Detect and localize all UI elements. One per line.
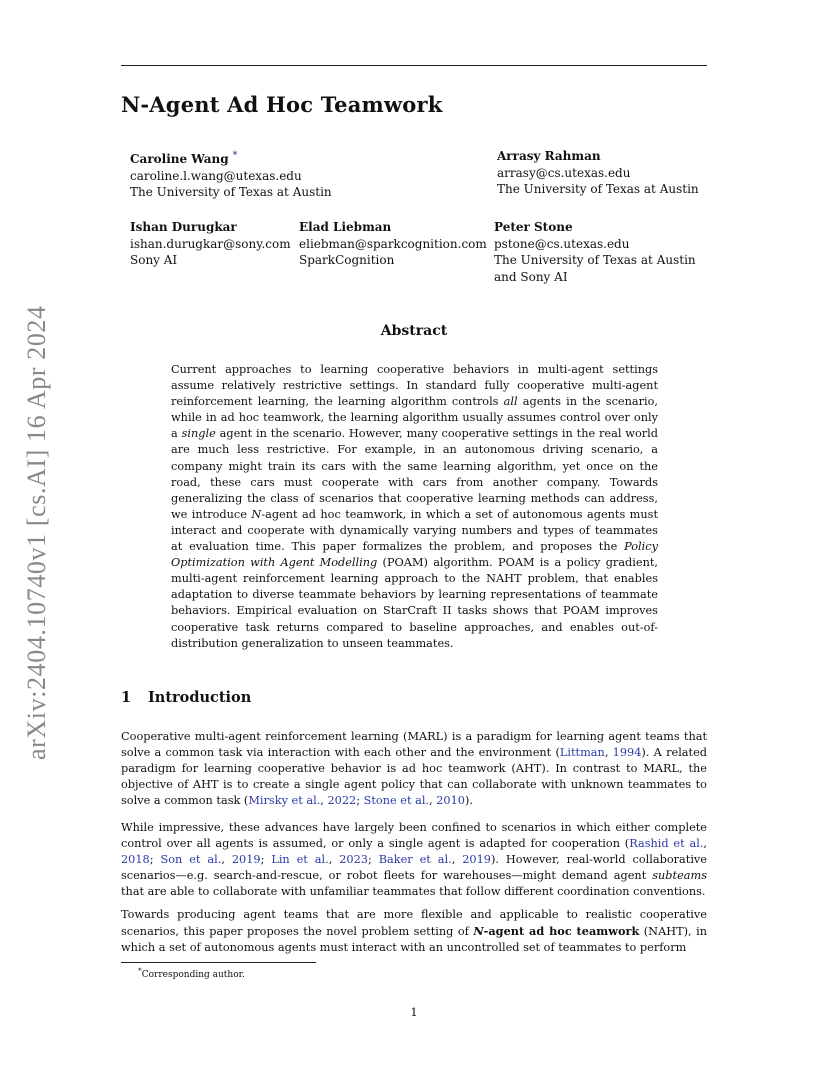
section-title: Introduction — [148, 689, 252, 706]
paragraph-text: , — [221, 853, 232, 867]
author-affiliation: The University of Texas at Austin — [130, 185, 332, 199]
emphasis-text: subteams — [652, 869, 707, 883]
abstract-heading: Abstract — [380, 323, 448, 339]
citation-link[interactable]: Son et al. — [160, 853, 222, 867]
footnote-mark[interactable]: * — [232, 150, 238, 161]
body-paragraph — [121, 907, 707, 956]
citation-link[interactable]: Stone et al. — [363, 794, 430, 808]
arxiv-identifier: arXiv:2404.10740v1 [cs.AI] 16 Apr 2024 — [22, 305, 51, 760]
citation-link[interactable]: Baker et al. — [378, 853, 452, 867]
author-name: Caroline Wang — [130, 152, 229, 166]
paragraph-text: (NAHT), in which a set of autonomous agents must interact with an uncontrolled set of teammates to perform — [121, 925, 707, 955]
footnote-text: Corresponding author. — [141, 970, 245, 980]
author-email: eliebman@sparkcognition.com — [299, 236, 487, 251]
author-affiliation: SparkCognition — [299, 253, 395, 267]
citation-link[interactable]: Lin et al. — [271, 853, 329, 867]
paragraph-text: Towards producing agent teams that are more flexible and applicable to realistic cooperative scenarios, this paper proposes the novel problem setting of — [121, 908, 707, 939]
section-number: 1 — [121, 689, 132, 706]
paragraph-text: , — [604, 746, 613, 760]
paragraph-text: that are able to collaborate with unfamiliar teammates that follow different coordination conventions. — [121, 885, 706, 899]
abstract-emphasis: single — [181, 427, 216, 441]
paragraph-text: ; — [260, 853, 272, 867]
citation-link[interactable]: 2018 — [121, 853, 150, 867]
footnote-mark: * — [138, 966, 142, 975]
paper-title: N-Agent Ad Hoc Teamwork — [121, 92, 443, 117]
author-email: arrasy@cs.utexas.edu — [497, 165, 631, 180]
body-paragraph — [121, 729, 707, 809]
abstract-emphasis: N — [251, 507, 262, 521]
paragraph-text: , — [451, 853, 463, 867]
abstract-text: (POAM) algorithm. POAM is a policy gradient, multi-agent reinforcement learning approach to the NAHT problem, that enables adaptation to diverse teammate behaviors by learning representations of teammate behaviors. Empirical evaluation on StarCraft II tasks shows that POAM improves cooperative task returns compared to baseline approaches, and enables out-of-distribution generalization to unseen teammates. — [171, 556, 658, 650]
abstract-emphasis: Policy Optimization with Agent Modelling — [171, 540, 658, 570]
author-email: ishan.durugkar@sony.com — [130, 236, 291, 251]
citation-link[interactable]: 2023 — [339, 853, 368, 867]
abstract-body — [171, 362, 658, 652]
author-email: pstone@cs.utexas.edu — [494, 236, 630, 251]
footnote-rule — [121, 962, 316, 963]
citation-link[interactable]: Littman — [559, 746, 605, 760]
author-block — [299, 219, 487, 269]
abstract-text: -agent ad hoc teamwork, in which a set of autonomous agents must interact and cooperate with dynamically varying numbers and types of teammates at evaluation time. This paper formalizes the problem, and proposes the — [171, 507, 659, 554]
bold-term: N — [473, 924, 484, 939]
citation-link[interactable]: 2019 — [231, 853, 261, 867]
section-heading — [121, 689, 251, 706]
abstract-text: Current approaches to learning cooperative behaviors in multi-agent settings assume relatively restrictive settings. In standard fully cooperative multi-agent reinforcement learning, the learning algorithm controls — [171, 363, 658, 409]
author-name: Arrasy Rahman — [497, 149, 601, 163]
paragraph-text: , — [429, 794, 437, 808]
paragraph-text: While impressive, these advances have largely been confined to scenarios in which either complete control over all agents is assumed, or only a single agent is adapted for cooperation ( — [121, 821, 707, 851]
author-name: Ishan Durugkar — [130, 220, 237, 234]
paragraph-text: ). However, real-world collaborative scenarios—e.g. search-and-rescue, or robot fleets for warehouses—might demand agent — [121, 853, 707, 883]
citation-link[interactable]: 2022 — [327, 794, 357, 808]
paragraph-text: Cooperative multi-agent reinforcement learning (MARL) is a paradigm for learning agent teams that solve a common task via interaction with each other and the environment ( — [121, 730, 707, 760]
author-affiliation: The University of Texas at Austin — [497, 182, 699, 196]
paragraph-text: , — [703, 837, 707, 851]
author-block — [494, 219, 696, 285]
citation-link[interactable]: 2019 — [462, 853, 491, 867]
abstract-text: agent in the scenario. However, many cooperative settings in the real world are much less restrictive. For example, in an autonomous driving scenario, a company might train its cars with the same learning algorithm, yet once on the road, these cars must cooperate with cars from another company. Towards generalizing the class of scenarios that cooperative learning methods can address, we introduce — [171, 427, 658, 521]
paragraph-text: ). — [464, 794, 473, 808]
abstract-emphasis: all — [503, 395, 518, 409]
citation-link[interactable]: 2010 — [436, 794, 465, 808]
author-block — [497, 148, 699, 198]
top-rule — [121, 65, 707, 66]
citation-link[interactable]: Mirsky et al. — [248, 794, 321, 808]
bold-term: -agent ad hoc teamwork — [483, 924, 640, 939]
paragraph-text: ; — [367, 853, 379, 867]
footnote — [138, 966, 245, 980]
paragraph-text: , — [328, 853, 340, 867]
author-name: Peter Stone — [494, 220, 573, 234]
author-block — [130, 219, 291, 269]
author-block — [130, 148, 332, 201]
author-affiliation: Sony AI — [130, 253, 178, 267]
paragraph-text: ). A related paradigm for learning cooperative behavior is ad hoc teamwork (AHT). In contrast to MARL, the objective of AHT is to create a single agent policy that can collaborate with unknown teammates to solve a common task ( — [121, 746, 707, 808]
citation-link[interactable]: Rashid et al. — [629, 837, 704, 851]
author-affiliation: and Sony AI — [494, 269, 568, 284]
paragraph-text: ; — [356, 794, 364, 808]
abstract-text: agents in the scenario, while in ad hoc teamwork, the learning algorithm usually assumes control over only a — [171, 395, 659, 441]
body-paragraph — [121, 820, 707, 900]
author-affiliation: The University of Texas at Austin — [494, 253, 696, 267]
paragraph-text: , — [320, 794, 328, 808]
citation-link[interactable]: 1994 — [612, 746, 642, 760]
page-number: 1 — [410, 1005, 418, 1019]
paragraph-text: ; — [149, 853, 161, 867]
author-email: caroline.l.wang@utexas.edu — [130, 168, 302, 183]
author-name: Elad Liebman — [299, 220, 392, 234]
